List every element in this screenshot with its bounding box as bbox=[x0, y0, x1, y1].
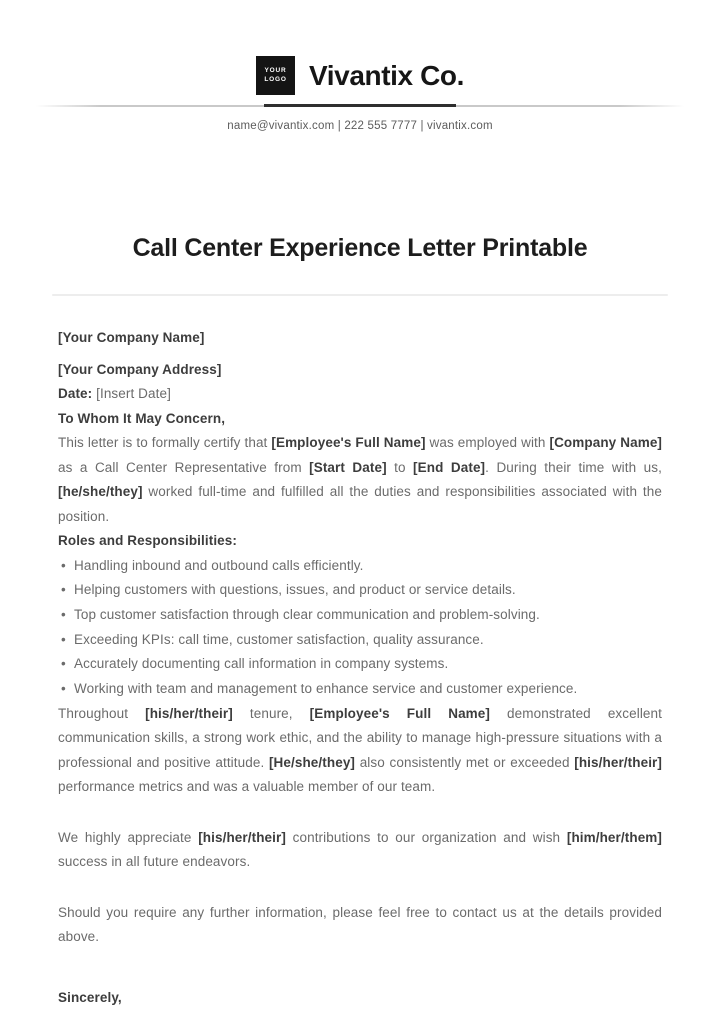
further-info-paragraph: Should you require any further information, please feel free to contact us at the details provided above. bbox=[58, 904, 662, 945]
letter-body bbox=[58, 326, 662, 1010]
roles-list bbox=[58, 554, 662, 702]
company-name-placeholder: [Your Company Name] bbox=[58, 330, 205, 345]
contact-info: name@vivantix.com | 222 555 7777 | vivantix.com bbox=[227, 120, 493, 132]
list-item: • Exceeding KPIs: call time, customer satisfaction, quality assurance. bbox=[58, 628, 662, 653]
list-item: • Working with team and management to enhance service and customer experience. bbox=[58, 677, 662, 702]
date-value: [Insert Date] bbox=[92, 386, 171, 401]
header-divider-dark bbox=[264, 104, 456, 107]
list-item: • Handling inbound and outbound calls efficiently. bbox=[58, 554, 662, 579]
company-address-placeholder: [Your Company Address] bbox=[58, 361, 222, 377]
list-item: • Top customer satisfaction through clear communication and problem-solving. bbox=[58, 603, 662, 628]
salutation: To Whom It May Concern, bbox=[58, 410, 226, 426]
appreciation-paragraph: We highly appreciate [his/her/their] contributions to our organization and wish [him/her/them] success in all future endeavors. bbox=[58, 829, 662, 870]
header bbox=[0, 0, 720, 95]
date-label: Date: bbox=[58, 386, 93, 401]
page-title: Call Center Experience Letter Printable bbox=[132, 234, 588, 262]
closing: Sincerely, bbox=[58, 989, 122, 1005]
list-item: • Helping customers with questions, issues, and product or service details. bbox=[58, 578, 662, 603]
intro-paragraph: This letter is to formally certify that [Employee's Full Name] was employed with [Company Name] as a Call Center Representative from [Start Date] to [End Date]. During their time with us, [he/she/they] worked full-time and fulfilled all the duties and responsibilities associated with the position. bbox=[58, 435, 663, 524]
tenure-paragraph: Throughout [his/her/their] tenure, [Employee's Full Name] demonstrated excellent communication skills, a strong work ethic, and the ability to manage high-pressure situations with a professional and positive attitude. [He/she/they] also consistently met or exceeded [his/her/their] performance metrics and was a valuable member of our team. bbox=[58, 705, 663, 795]
header-divider bbox=[0, 104, 720, 107]
list-item: • Accurately documenting call information in company systems. bbox=[58, 652, 662, 677]
logo-text-line2: LOGO bbox=[264, 75, 287, 83]
title-divider bbox=[52, 294, 668, 296]
date-line bbox=[58, 382, 662, 407]
roles-heading: Roles and Responsibilities: bbox=[58, 533, 237, 548]
company-logo bbox=[256, 56, 295, 95]
logo-text-line1: YOUR bbox=[264, 67, 287, 75]
company-name: Vivantix Co. bbox=[309, 59, 464, 91]
